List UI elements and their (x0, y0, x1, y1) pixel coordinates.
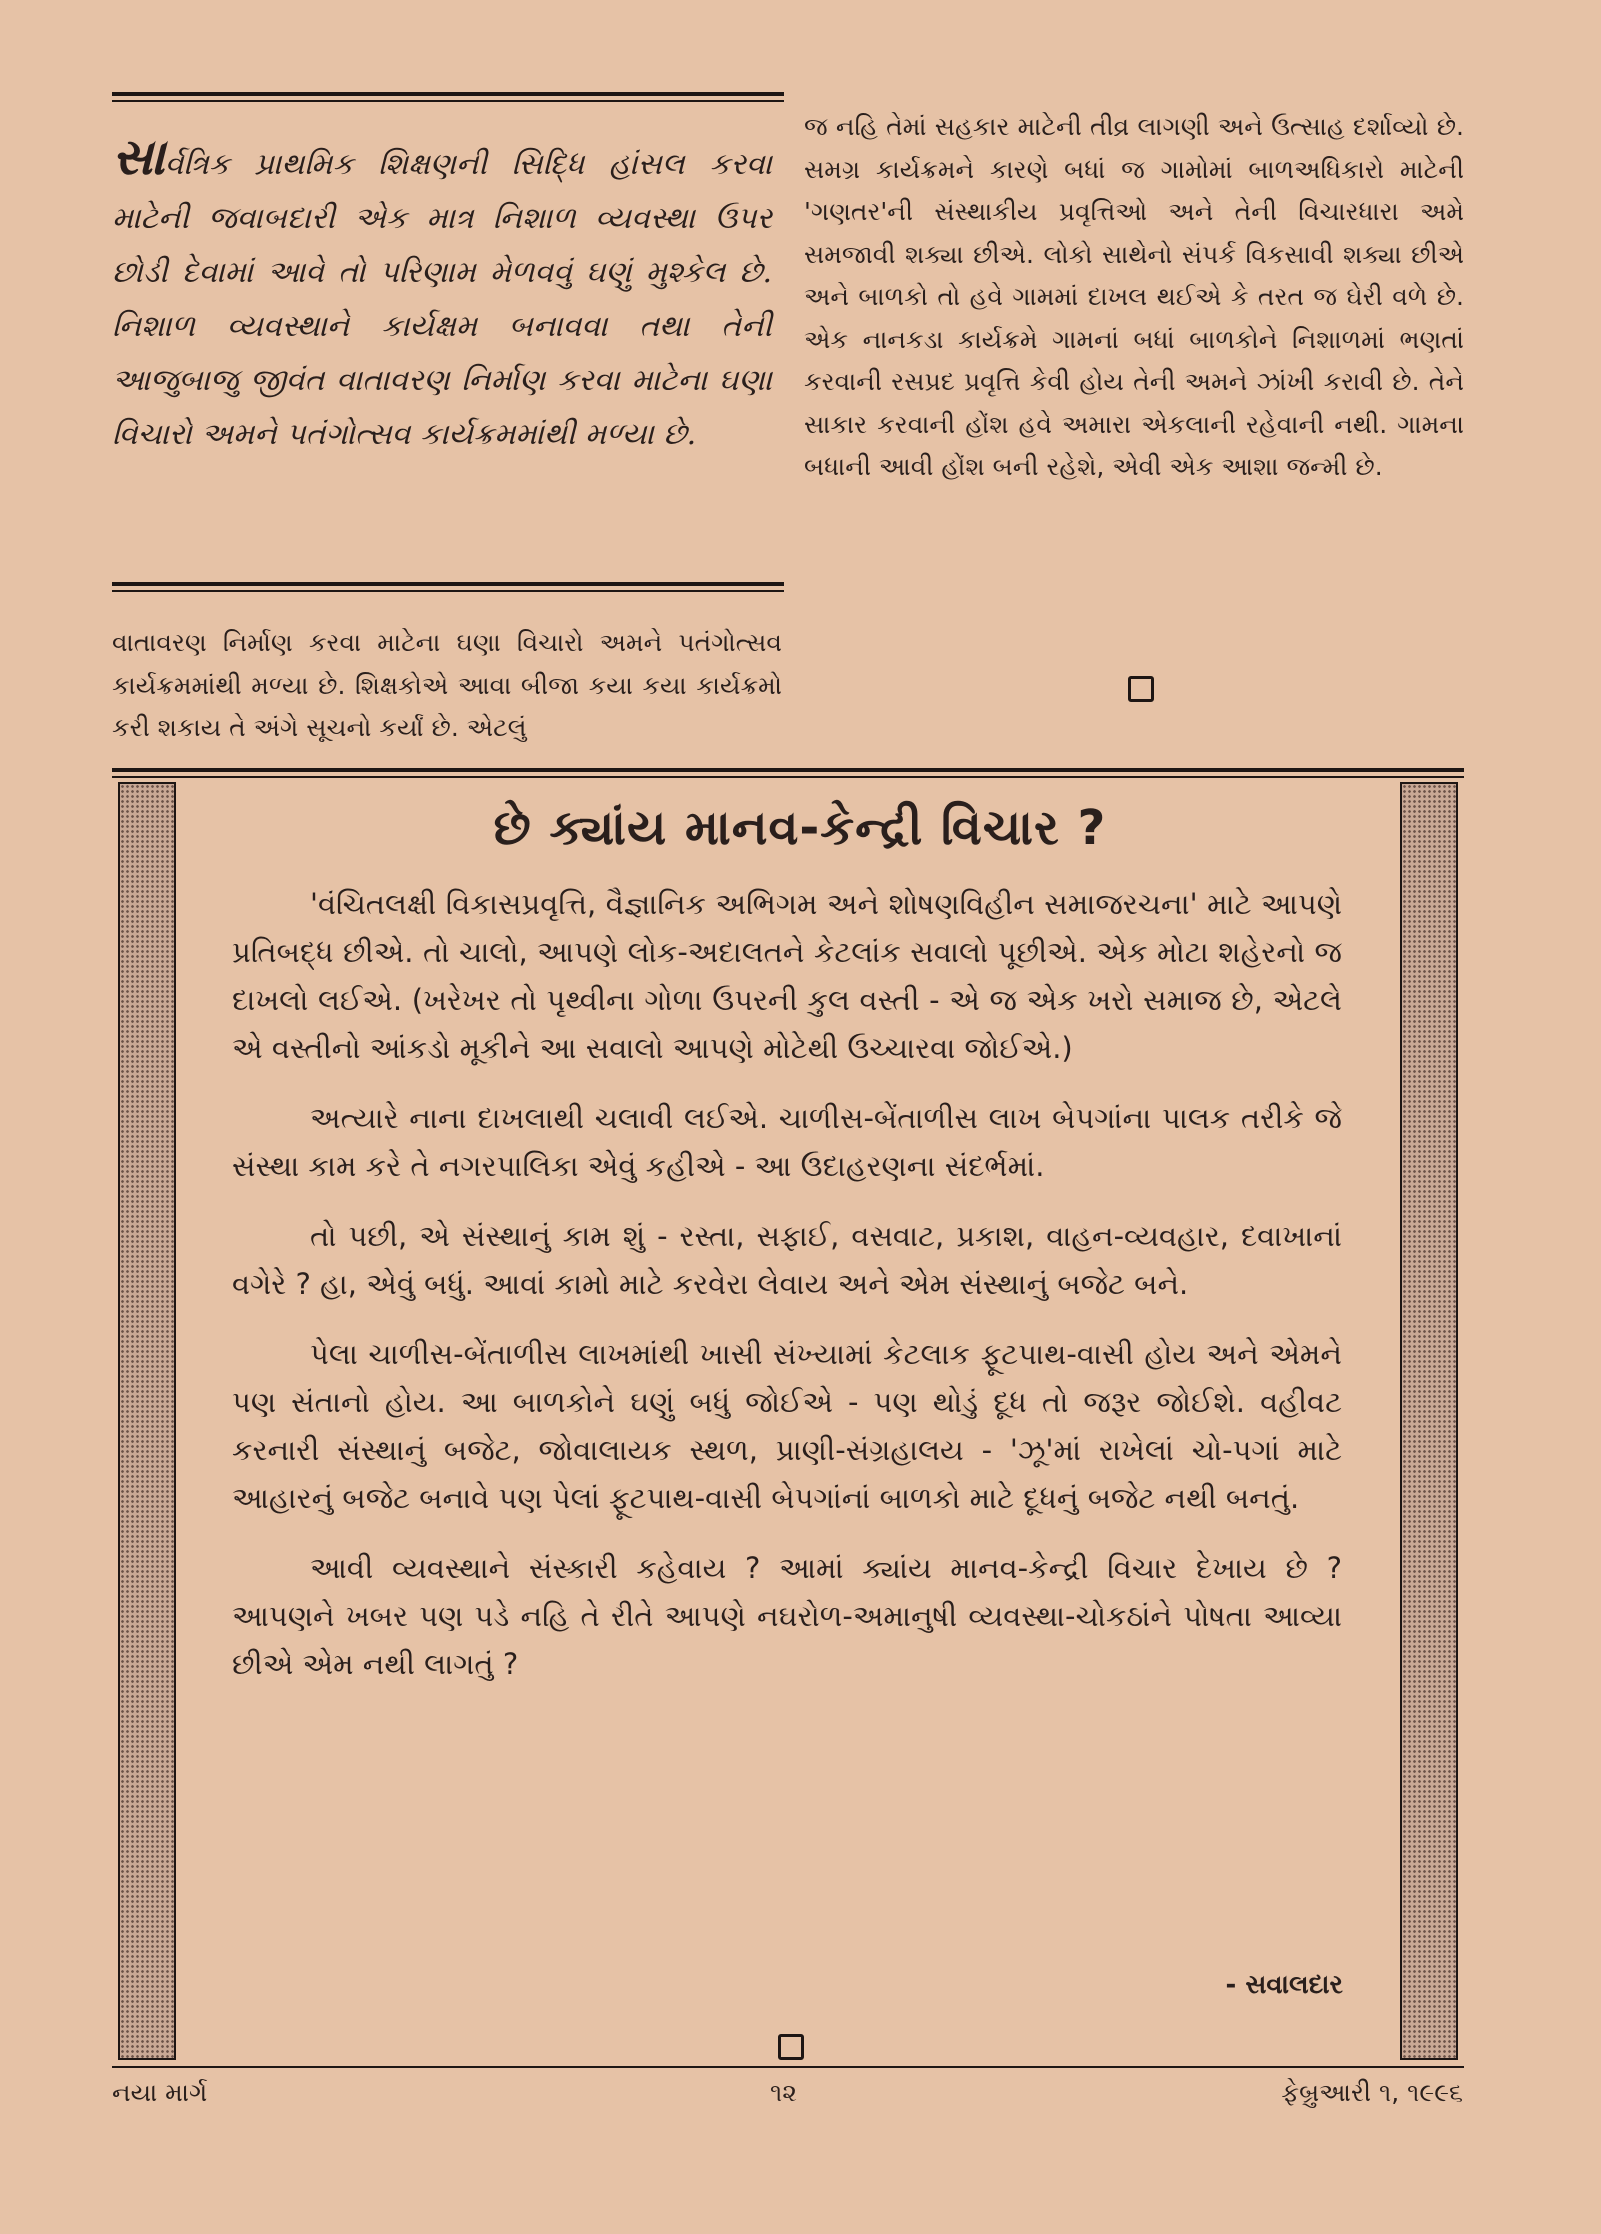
footer-date: ફેબ્રુઆરી ૧, ૧૯૯૬ (1281, 2078, 1463, 2107)
end-mark-icon (1128, 676, 1154, 702)
pullquote-bottom-rule-thin (112, 590, 784, 592)
article-body (232, 880, 1342, 1710)
footer-publication: નયા માર્ગ (112, 2078, 208, 2107)
pullquote-top-rule-thin (112, 100, 784, 102)
article-title: છે ક્યાંય માનવ-કેન્દ્રી વિચાર ? (493, 800, 1107, 856)
footer-rule (112, 2066, 1464, 2068)
article-paragraph: 'વંચિતલક્ષી વિકાસપ્રવૃત્તિ, વૈજ્ઞાનિક અભિગમ અને શોષણવિહીન સમાજરચના' માટે આપણે પ્રતિબદ્ધ છીએ. તો ચાલો, આપણે લોક-અદાલતને કેટલાંક સવાલો પૂછીએ. એક મોટા શહેરનો જ દાખલો લઈએ. (ખરેખર તો પૃથ્વીના ગોળા ઉપરની કુલ વસ્તી - એ જ એક ખરો સમાજ છે, એટલે એ વસ્તીનો આંકડો મૂકીને આ સવાલો આપણે મોટેથી ઉચ્ચારવા જોઈએ.) (232, 887, 1342, 1065)
left-column-text: વાતાવરણ નિર્માણ કરવા માટેના ઘણા વિચારો અમને પતંગોત્સવ કાર્યક્રમમાંથી મળ્યા છે. શિક્ષકોએ આવા બીજા કયા કયા કાર્યક્રમો કરી શકાય તે અંગે સૂચનો કર્યાં છે. એટલું (112, 628, 782, 742)
article-paragraph: તો પછી, એ સંસ્થાનું કામ શું - રસ્તા, સફાઈ, વસવાટ, પ્રકાશ, વાહન-વ્યવહાર, દવાખાનાં વગેરે ? હા, એવું બધું. આવાં કામો માટે કરવેરા લેવાય અને એમ સંસ્થાનું બજેટ બને. (232, 1219, 1342, 1301)
footer-page-number: ૧૨ (770, 2078, 797, 2107)
pullquote (112, 127, 772, 570)
article-top-rule-thick (112, 768, 1464, 772)
article-signature: - સવાલદાર (1225, 1970, 1343, 2000)
article-paragraph: પેલા ચાળીસ-બેંતાળીસ લાખમાંથી ખાસી સંખ્યામાં કેટલાક ફૂટપાથ-વાસી હોય અને એમને પણ સંતાનો હોય. આ બાળકોને ઘણું બધું જોઈએ - પણ થોડું દૂધ તો જરૂર જોઈશે. વહીવટ કરનારી સંસ્થાનું બજેટ, જોવાલાયક સ્થળ, પ્રાણી-સંગ્રહાલય - 'ઝૂ'માં રાખેલાં ચો-પગાં માટે આહારનું બજેટ બનાવે પણ પેલાં ફૂટપાથ-વાસી બેપગાંનાં બાળકો માટે દૂધનું બજેટ નથી બનતું. (232, 1337, 1342, 1515)
pullquote-top-rule-thick (112, 92, 784, 96)
pullquote-dropcap: સા (112, 127, 165, 186)
article-paragraph: અત્યારે નાના દાખલાથી ચલાવી લઈએ. ચાળીસ-બેંતાળીસ લાખ બેપગાંના પાલક તરીકે જે સંસ્થા કામ કરે તે નગરપાલિકા એવું કહીએ - આ ઉદાહરણના સંદર્ભમાં. (232, 1101, 1342, 1183)
right-decorative-panel (1400, 782, 1458, 2060)
pullquote-text: ર્વત્રિક પ્રાથમિક શિક્ષણની સિદ્ધિ હાંસલ કરવા માટેની જવાબદારી એક માત્ર નિશાળ વ્યવસ્થા ઉપર છોડી દેવામાં આવે તો પરિણામ મેળવવું ઘણું મુશ્કેલ છે. નિશાળ વ્યવસ્થાને કાર્યક્ષમ બનાવવા તથા તેની આજુબાજુ જીવંત વાતાવરણ નિર્માણ કરવા માટેના ઘણા વિચારો અમને પતંગોત્સવ કાર્યક્રમમાંથી મળ્યા છે. (112, 147, 772, 452)
right-column-text: જ નહિ તેમાં સહકાર માટેની તીવ્ર લાગણી અને ઉત્સાહ દર્શાવ્યો છે. સમગ્ર કાર્યક્રમને કારણે બધાં જ ગામોમાં બાળઅધિકારો માટેની 'ગણતર'ની સંસ્થાકીય પ્રવૃત્તિઓ અને તેની વિચારધારા અમે સમજાવી શક્યા છીએ. લોકો સાથેનો સંપર્ક વિકસાવી શક્યા છીએ અને બાળકો તો હવે ગામમાં દાખલ થઈએ કે તરત જ ઘેરી વળે છે. એક નાનકડા કાર્યક્રમે ગામનાં બધાં બાળકોને નિશાળમાં ભણતાં કરવાની રસપ્રદ પ્રવૃત્તિ કેવી હોય તેની અમને ઝાંખી કરાવી છે. તેને સાકાર કરવાની હોંશ હવે અમારા એકલાની રહેવાની નથી. ગામના બધાની આવી હોંશ બની રહેશે, એવી એક આશા જન્મી છે. (804, 112, 1464, 481)
left-decorative-panel (118, 782, 176, 2060)
pullquote-bottom-rule-thick (112, 582, 784, 586)
article-top-rule-thin (112, 776, 1464, 778)
article-paragraph: આવી વ્યવસ્થાને સંસ્કારી કહેવાય ? આમાં ક્યાંય માનવ-કેન્દ્રી વિચાર દેખાય છે ? આપણને ખબર પણ પડે નહિ તે રીતે આપણે નઘરોળ-અમાનુષી વ્યવસ્થા-ચોકઠાંને પોષતા આવ્યા છીએ એમ નથી લાગતું ? (232, 1551, 1342, 1681)
article-end-mark-icon (778, 2034, 804, 2060)
